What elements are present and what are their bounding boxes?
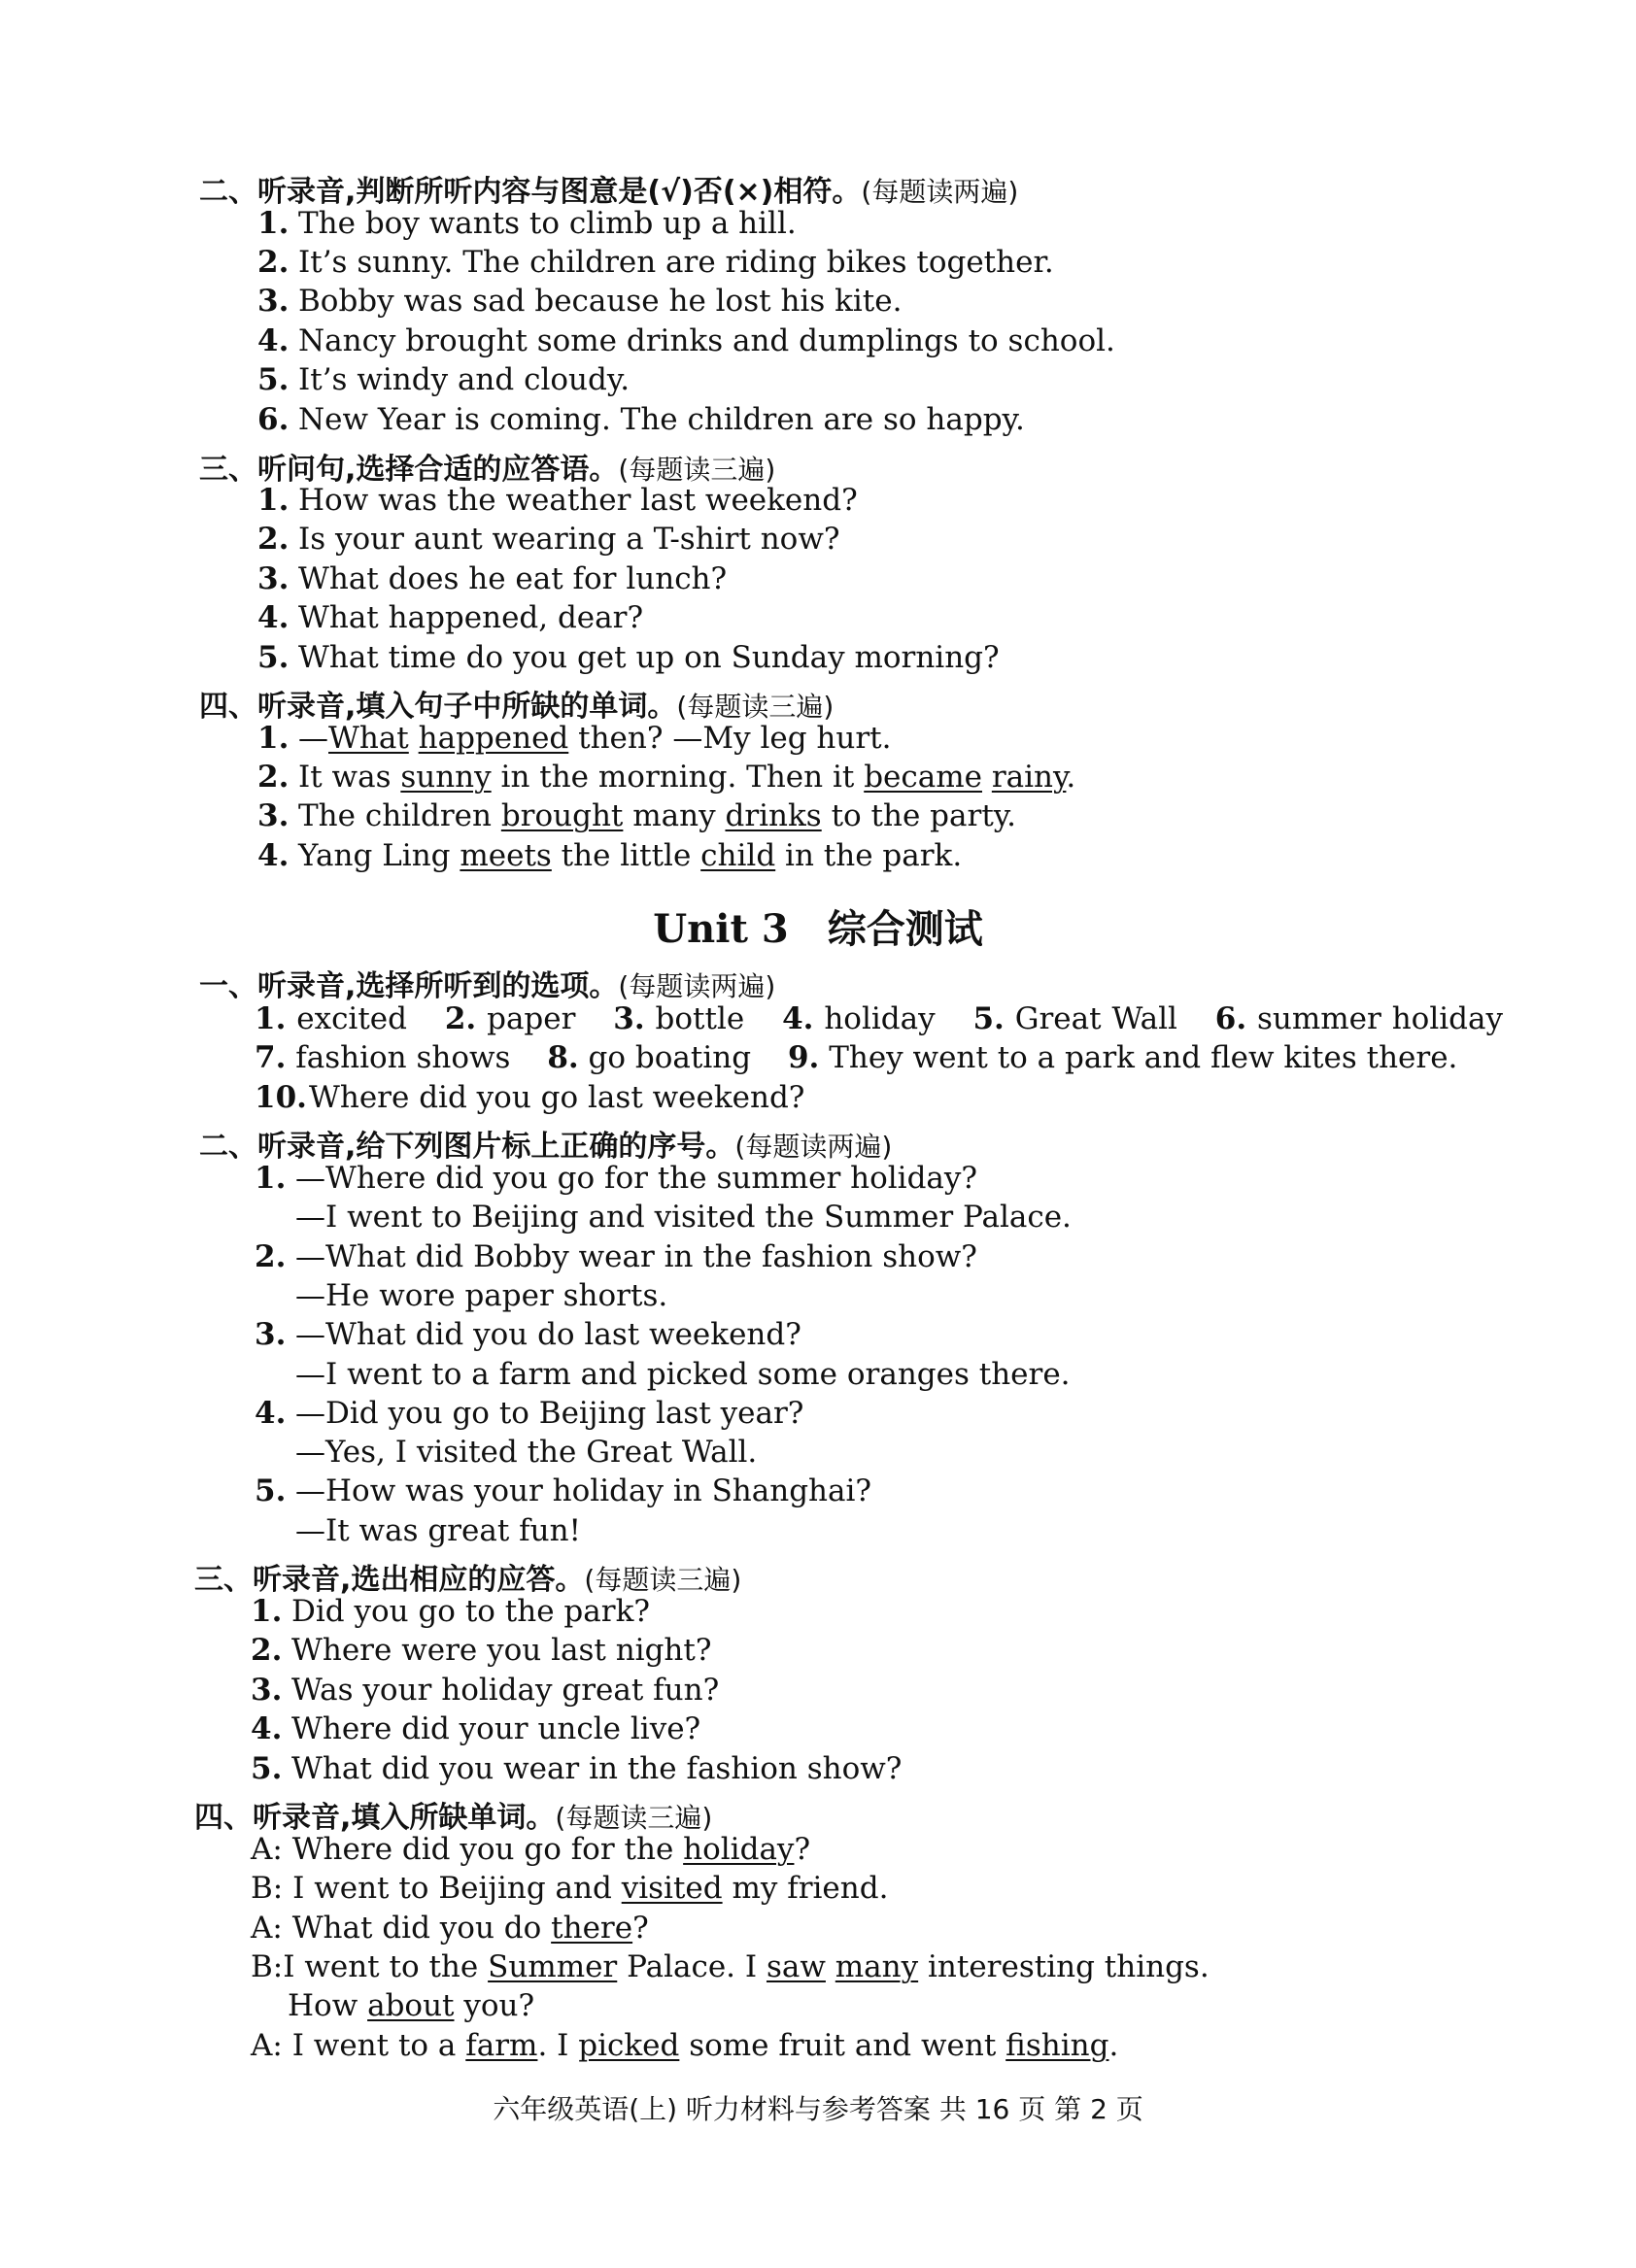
section-note: (每题读两遍) (734, 1131, 893, 1163)
section-title (199, 445, 775, 488)
section-heading: 二、听录音,判断所听内容与图意是(√)否(×)相符。 (199, 175, 862, 209)
dialog-line: A: Where did you go for the holiday? (251, 1832, 811, 1867)
list-item: 10.Where did you go last weekend? (255, 1080, 805, 1115)
fill-blank-line: 3. The children brought many drinks to the party. (257, 798, 1017, 833)
answer-word: visited (621, 1871, 723, 1906)
page-footer: 六年级英语(上) 听力材料与参考答案 共 16 页 第 2 页 (493, 2093, 1143, 2125)
list-item: 4. Where did your uncle live? (251, 1711, 701, 1746)
answer-word: saw (766, 1949, 826, 1984)
answer-word: brought (500, 798, 624, 833)
answer-word: farm (465, 2028, 538, 2063)
list-item: 2. Is your aunt wearing a T-shirt now? (257, 522, 840, 557)
section-heading: 四、听录音,填入所缺单词。 (194, 1801, 556, 1835)
dialog-line: A: I went to a farm. I picked some fruit and went fishing. (251, 2028, 1119, 2063)
section-title (199, 1122, 892, 1165)
answer-word: Summer (488, 1949, 618, 1984)
fill-blank-line: 1. —What happened then? —My leg hurt. (257, 721, 892, 756)
dialog-answer: —I went to Beijing and visited the Summer Palace. (295, 1200, 1072, 1235)
fill-blank-line: 2. It was sunny in the morning. Then it became rainy. (257, 760, 1076, 795)
section-note: (每题读三遍) (618, 454, 776, 486)
dialog-line: How about you? (288, 1988, 535, 2023)
section-note: (每题读两遍) (861, 176, 1019, 208)
list-item: 4. What happened, dear? (257, 600, 644, 635)
dialog-question: 4. —Did you go to Beijing last year? (255, 1396, 804, 1431)
dialog-answer: —Yes, I visited the Great Wall. (295, 1435, 758, 1470)
section-note: (每题读两遍) (618, 970, 776, 1002)
list-item: 3. What does he eat for lunch? (257, 561, 728, 596)
list-item: 2. It’s sunny. The children are riding bikes together. (257, 245, 1054, 280)
list-item: 1. The boy wants to climb up a hill. (257, 206, 797, 241)
list-item: 5. What did you wear in the fashion show? (251, 1751, 903, 1786)
dialog-line: A: What did you do there? (251, 1911, 649, 1946)
section-title (199, 682, 834, 725)
dialog-question: 1. —Where did you go for the summer holiday? (255, 1161, 978, 1196)
dialog-question: 5. —How was your holiday in Shanghai? (255, 1473, 872, 1508)
answer-word: sunny (400, 760, 492, 795)
section-title (199, 167, 1018, 210)
section-heading: 一、听录音,选择所听到的选项。 (199, 969, 619, 1003)
answer-word: meets (460, 838, 552, 873)
answer-word: rainy (991, 760, 1067, 795)
list-item: 6. New Year is coming. The children are so happy. (257, 402, 1025, 437)
list-item: 5. What time do you get up on Sunday morning? (257, 640, 1000, 675)
section-title (194, 1555, 741, 1598)
section-heading: 二、听录音,给下列图片标上正确的序号。 (199, 1130, 735, 1164)
section-heading: 三、听录音,选出相应的应答。 (194, 1563, 585, 1597)
dialog-question: 3. —What did you do last weekend? (255, 1317, 801, 1352)
answer-word: What (328, 721, 409, 756)
list-item: 5. It’s windy and cloudy. (257, 362, 631, 397)
options-row: 1. excited 2. paper 3. bottle 4. holiday 5. Great Wall 6. summer holiday (255, 1001, 1503, 1036)
section-title (199, 962, 775, 1004)
answer-word: many (835, 1949, 919, 1984)
list-item: 2. Where were you last night? (251, 1633, 712, 1668)
section-heading: 四、听录音,填入句子中所缺的单词。 (199, 690, 677, 724)
dialog-question: 2. —What did Bobby wear in the fashion show? (255, 1239, 977, 1274)
unit-title: Unit 3 综合测试 (653, 906, 983, 952)
answer-word: child (700, 838, 776, 873)
section-heading: 三、听问句,选择合适的应答语。 (199, 453, 619, 487)
dialog-line: B: I went to Beijing and visited my friend. (251, 1871, 889, 1906)
section-note: (每题读三遍) (676, 691, 835, 723)
list-item: 3. Bobby was sad because he lost his kite. (257, 284, 903, 319)
dialog-answer: —It was great fun! (295, 1513, 582, 1548)
dialog-answer: —I went to a farm and picked some oranges there. (295, 1357, 1071, 1392)
list-item: 1. Did you go to the park? (251, 1594, 650, 1629)
answer-word: became (864, 760, 982, 795)
section-title (194, 1793, 712, 1836)
answer-word: fishing (1005, 2028, 1109, 2063)
list-item: 1. How was the weather last weekend? (257, 483, 858, 518)
section-note: (每题读三遍) (584, 1564, 742, 1596)
answer-word: happened (418, 721, 569, 756)
dialog-answer: —He wore paper shorts. (295, 1278, 668, 1313)
answer-word: there (551, 1911, 633, 1946)
list-item: 4. Nancy brought some drinks and dumplings to school. (257, 323, 1115, 358)
section-note: (每题读三遍) (555, 1802, 713, 1834)
answer-word: about (367, 1988, 455, 2023)
answer-word: picked (578, 2028, 680, 2063)
answer-word: holiday (683, 1832, 795, 1867)
answer-word: drinks (725, 798, 822, 833)
fill-blank-line: 4. Yang Ling meets the little child in the park. (257, 838, 963, 873)
options-row: 7. fashion shows 8. go boating 9. They went to a park and flew kites there. (255, 1040, 1458, 1075)
list-item: 3. Was your holiday great fun? (251, 1673, 720, 1708)
dialog-line: B:I went to the Summer Palace. I saw many interesting things. (251, 1949, 1210, 1984)
